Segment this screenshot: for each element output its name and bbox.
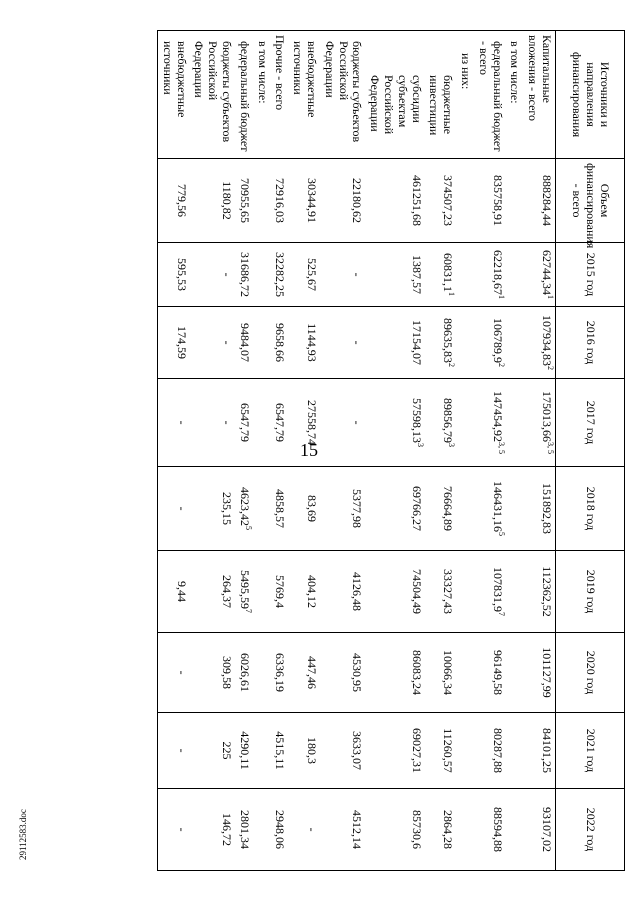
value-cell [288, 307, 320, 379]
row-label-text: в том числе: [508, 41, 523, 104]
value-cell [320, 379, 365, 467]
cell-value: - [220, 420, 235, 425]
value-cell [253, 307, 271, 379]
value-cell [365, 713, 424, 789]
value-cell [425, 379, 457, 467]
table-row [523, 31, 555, 871]
value-cell [190, 789, 235, 871]
value-cell [506, 379, 524, 467]
cell-value: 1387,57 [409, 255, 424, 294]
cell-value: 112362,52 [540, 566, 554, 617]
value-cell [253, 159, 271, 243]
value-cell [425, 307, 457, 379]
cell-value: - [174, 506, 189, 511]
value-cell [271, 713, 289, 789]
cell-value: 6026,61 [237, 653, 252, 692]
cell-value: 6336,19 [273, 653, 288, 692]
value-cell [271, 307, 289, 379]
value-cell [158, 307, 190, 379]
cell-value: 1180,82 [220, 181, 235, 220]
cell-value: 225 [220, 741, 235, 760]
cell-value: 4623,42 [237, 487, 252, 526]
value-cell [288, 713, 320, 789]
cell-value: - [305, 827, 320, 832]
cell-value: 17154,07 [409, 320, 424, 365]
cell-value: 96149,58 [490, 650, 505, 695]
value-cell [474, 159, 506, 243]
row-label-text: внебюджетные источники [291, 41, 320, 118]
value-cell [506, 307, 524, 379]
row-label-text: федеральный бюджет - всего [476, 41, 505, 152]
value-cell [425, 243, 457, 307]
table-row [474, 31, 506, 871]
cell-value: 93107,02 [540, 807, 554, 852]
value-cell [235, 243, 253, 307]
value-cell [523, 159, 555, 243]
cell-value: 3633,07 [350, 731, 365, 770]
value-cell [235, 551, 253, 633]
value-cell [506, 713, 524, 789]
row-label-text: бюджетные инвестиции [427, 75, 456, 136]
cell-value: 835758,91 [490, 175, 505, 226]
cell-value: 88594,88 [490, 807, 505, 852]
cell-value: 151892,83 [540, 483, 554, 534]
table-row [320, 31, 365, 871]
value-cell [506, 551, 524, 633]
column-header: 2017 год [556, 379, 625, 467]
row-label [456, 31, 474, 159]
cell-value: 595,53 [174, 258, 189, 291]
footnote-marker: 3 [447, 443, 457, 447]
footnote-marker: 1 [546, 295, 555, 299]
row-label [190, 31, 235, 159]
cell-value: 180,3 [305, 737, 320, 764]
footnote-marker: 5 [243, 526, 253, 530]
cell-value: - [350, 420, 365, 425]
financing-table [157, 30, 625, 871]
cell-value: 69027,31 [409, 728, 424, 773]
document-filename: 29112583.doc [18, 809, 28, 860]
cell-value: 76664,89 [441, 486, 456, 531]
cell-value: 62744,34 [540, 250, 554, 295]
footnote-marker: 5 [496, 532, 506, 536]
table-row [365, 31, 424, 871]
footnote-marker: 2 [447, 363, 457, 367]
cell-value: 9,44 [174, 581, 189, 602]
value-cell [271, 243, 289, 307]
cell-value: 60831,1 [441, 253, 456, 292]
cell-value: 146431,16 [490, 481, 505, 532]
cell-value: 9658,66 [273, 323, 288, 362]
value-cell [474, 467, 506, 551]
value-cell [474, 633, 506, 713]
value-cell [365, 467, 424, 551]
value-cell [253, 789, 271, 871]
table-row [425, 31, 457, 871]
value-cell [190, 307, 235, 379]
cell-value: 106789,9 [490, 318, 505, 363]
column-header: Объем финансирования - всего [556, 159, 625, 243]
value-cell [288, 467, 320, 551]
column-header: 2021 год [556, 713, 625, 789]
cell-value: 309,58 [220, 656, 235, 689]
column-header: Источники и направления финансирования [556, 31, 625, 159]
value-cell [506, 159, 524, 243]
cell-value: 5495,59 [237, 570, 252, 609]
cell-value: 264,37 [220, 575, 235, 608]
page-number: 15 [300, 440, 318, 460]
value-cell [365, 789, 424, 871]
value-cell [158, 159, 190, 243]
cell-value: - [174, 420, 189, 425]
cell-value: 525,67 [305, 258, 320, 291]
value-cell [425, 159, 457, 243]
rotated-table-container [55, 30, 625, 870]
value-cell [456, 467, 474, 551]
column-header: 2016 год [556, 307, 625, 379]
cell-value: 175013,66 [540, 391, 554, 442]
value-cell [474, 789, 506, 871]
cell-value: 70955,65 [237, 178, 252, 223]
cell-value: 72916,03 [273, 178, 288, 223]
footnote-marker: 1 [447, 292, 457, 296]
cell-value: 89635,83 [441, 318, 456, 363]
value-cell [474, 551, 506, 633]
cell-value: 2948,06 [273, 810, 288, 849]
value-cell [190, 551, 235, 633]
row-label-text: бюджеты субъектов Российской Федерации [192, 41, 235, 143]
value-cell [456, 551, 474, 633]
footnote-marker: 7 [243, 609, 253, 613]
value-cell [190, 243, 235, 307]
row-label-text: федеральный бюджет [237, 41, 252, 152]
value-cell [190, 713, 235, 789]
cell-value: 30344,91 [305, 178, 320, 223]
row-label [235, 31, 253, 159]
row-label-text: внебюджетные источники [160, 41, 189, 118]
cell-value: 447,46 [305, 656, 320, 689]
value-cell [235, 307, 253, 379]
table-row [253, 31, 271, 871]
value-cell [271, 159, 289, 243]
footnote-marker: 3, 5 [546, 442, 555, 454]
footnote-marker: 3 [415, 443, 425, 447]
value-cell [365, 379, 424, 467]
value-cell [523, 243, 555, 307]
value-cell [288, 789, 320, 871]
row-label-text: бюджеты субъектов Российской Федерации [322, 41, 365, 143]
value-cell [506, 243, 524, 307]
cell-value: 4126,48 [350, 572, 365, 611]
value-cell [253, 551, 271, 633]
value-cell [320, 633, 365, 713]
value-cell [456, 243, 474, 307]
cell-value: 6547,79 [237, 403, 252, 442]
value-cell [523, 551, 555, 633]
row-label [474, 31, 506, 159]
value-cell [253, 379, 271, 467]
cell-value: 86083,24 [409, 650, 424, 695]
value-cell [320, 159, 365, 243]
value-cell [456, 713, 474, 789]
cell-value: 9484,07 [237, 323, 252, 362]
value-cell [523, 467, 555, 551]
table-row [190, 31, 235, 871]
value-cell [320, 789, 365, 871]
cell-value: 31686,72 [237, 252, 252, 297]
value-cell [271, 551, 289, 633]
value-cell [506, 467, 524, 551]
value-cell [235, 379, 253, 467]
value-cell [320, 713, 365, 789]
column-header: 2018 год [556, 467, 625, 551]
cell-value: 74504,49 [409, 569, 424, 614]
cell-value: 57598,13 [409, 398, 424, 443]
cell-value: - [174, 827, 189, 832]
value-cell [474, 713, 506, 789]
cell-value: 5377,98 [350, 489, 365, 528]
value-cell [271, 633, 289, 713]
value-cell [523, 379, 555, 467]
value-cell [523, 307, 555, 379]
value-cell [288, 551, 320, 633]
value-cell [474, 243, 506, 307]
value-cell [190, 467, 235, 551]
cell-value: 85730,6 [409, 810, 424, 849]
value-cell [158, 551, 190, 633]
value-cell [425, 633, 457, 713]
value-cell [253, 243, 271, 307]
cell-value: 89856,79 [441, 398, 456, 443]
value-cell [288, 633, 320, 713]
value-cell [158, 467, 190, 551]
column-header: 2019 год [556, 551, 625, 633]
cell-value: 2864,28 [441, 810, 456, 849]
cell-value: 22180,62 [350, 178, 365, 223]
table-row [271, 31, 289, 871]
value-cell [365, 159, 424, 243]
row-label-text: в том числе: [255, 41, 270, 104]
cell-value: - [174, 670, 189, 675]
row-label-text: Капитальные вложения - всего [526, 35, 554, 122]
value-cell [253, 633, 271, 713]
cell-value: 888284,44 [540, 175, 554, 226]
cell-value: 2801,34 [237, 810, 252, 849]
value-cell [235, 713, 253, 789]
value-cell [365, 243, 424, 307]
value-cell [253, 467, 271, 551]
value-cell [506, 633, 524, 713]
cell-value: 4530,95 [350, 653, 365, 692]
row-label [253, 31, 271, 159]
table-row [506, 31, 524, 871]
row-label [158, 31, 190, 159]
value-cell [288, 243, 320, 307]
row-label [523, 31, 555, 159]
value-cell [158, 713, 190, 789]
value-cell [456, 789, 474, 871]
column-header: 2020 год [556, 633, 625, 713]
cell-value: 11260,57 [441, 728, 456, 773]
value-cell [474, 307, 506, 379]
row-label [425, 31, 457, 159]
cell-value: 779,56 [174, 184, 189, 217]
cell-value: 235,15 [220, 492, 235, 525]
value-cell [271, 379, 289, 467]
cell-value: 4290,11 [237, 731, 252, 770]
cell-value: 33327,43 [441, 569, 456, 614]
cell-value: 27558,74 [305, 400, 320, 445]
value-cell [320, 467, 365, 551]
cell-value: 147454,92 [490, 391, 505, 442]
cell-value: - [174, 748, 189, 753]
value-cell [456, 159, 474, 243]
cell-value: 461251,68 [409, 175, 424, 226]
value-cell [425, 467, 457, 551]
cell-value: 4858,57 [273, 489, 288, 528]
value-cell [320, 307, 365, 379]
cell-value: 4515,11 [273, 731, 288, 770]
value-cell [288, 159, 320, 243]
cell-value: 374507,23 [441, 175, 456, 226]
value-cell [506, 789, 524, 871]
value-cell [523, 633, 555, 713]
value-cell [235, 467, 253, 551]
footnote-marker: 1 [496, 295, 506, 299]
value-cell [158, 379, 190, 467]
value-cell [523, 713, 555, 789]
cell-value: 146,72 [220, 813, 235, 846]
value-cell [190, 633, 235, 713]
cell-value: - [350, 272, 365, 277]
cell-value: 101127,99 [540, 647, 554, 698]
cell-value: 83,69 [305, 495, 320, 522]
value-cell [158, 243, 190, 307]
value-cell [365, 633, 424, 713]
cell-value: 84101,25 [540, 728, 554, 773]
cell-value: 404,12 [305, 575, 320, 608]
cell-value: 62218,67 [490, 250, 505, 295]
cell-value: 1144,93 [305, 323, 320, 362]
value-cell [425, 713, 457, 789]
footnote-marker: 3, 5 [496, 442, 506, 454]
row-label [320, 31, 365, 159]
value-cell [253, 713, 271, 789]
cell-value: 107831,9 [490, 567, 505, 612]
row-label [271, 31, 289, 159]
row-label-text: субсидии субъектам Российской Федерации [368, 75, 424, 135]
value-cell [320, 551, 365, 633]
value-cell [456, 379, 474, 467]
value-cell [474, 379, 506, 467]
column-header: 2015 год [556, 243, 625, 307]
cell-value: - [350, 340, 365, 345]
value-cell [158, 633, 190, 713]
value-cell [456, 307, 474, 379]
footnote-marker: 7 [496, 612, 506, 616]
footnote-marker: 2 [546, 366, 555, 370]
value-cell [235, 789, 253, 871]
table-body [158, 31, 556, 871]
cell-value: - [220, 272, 235, 277]
value-cell [365, 551, 424, 633]
footnote-marker: 2 [496, 363, 506, 367]
cell-value: 80287,88 [490, 728, 505, 773]
value-cell [425, 789, 457, 871]
value-cell [190, 159, 235, 243]
value-cell [523, 789, 555, 871]
row-label [288, 31, 320, 159]
value-cell [365, 307, 424, 379]
column-header: 2022 год [556, 789, 625, 871]
value-cell [190, 379, 235, 467]
cell-value: 4512,14 [350, 810, 365, 849]
cell-value: 6547,79 [273, 403, 288, 442]
cell-value: 69766,27 [409, 486, 424, 531]
table-row [158, 31, 190, 871]
cell-value: 32282,25 [273, 252, 288, 297]
value-cell [271, 789, 289, 871]
row-label [506, 31, 524, 159]
table-row [456, 31, 474, 871]
value-cell [288, 379, 320, 467]
row-label-text: из них: [459, 53, 474, 90]
cell-value: - [220, 340, 235, 345]
row-label [365, 31, 424, 159]
value-cell [235, 633, 253, 713]
cell-value: 174,59 [174, 326, 189, 359]
value-cell [456, 633, 474, 713]
cell-value: 107934,83 [540, 315, 554, 366]
value-cell [235, 159, 253, 243]
value-cell [425, 551, 457, 633]
header-row [556, 31, 625, 871]
table-row [288, 31, 320, 871]
table-row [235, 31, 253, 871]
value-cell [320, 243, 365, 307]
cell-value: 10066,34 [441, 650, 456, 695]
value-cell [271, 467, 289, 551]
cell-value: 5769,4 [273, 575, 288, 608]
row-label-text: Прочие - всего [273, 35, 288, 111]
value-cell [158, 789, 190, 871]
